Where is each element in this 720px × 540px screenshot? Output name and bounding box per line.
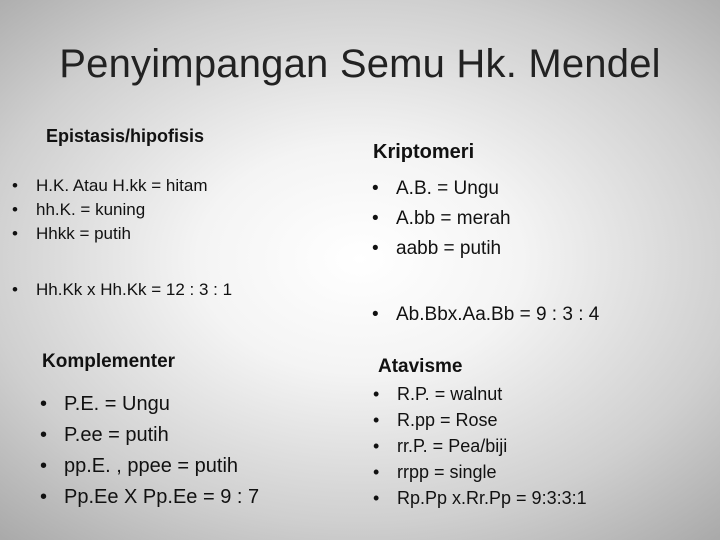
- list-item: • pp.E. , ppee = putih: [40, 451, 259, 482]
- ratio-item: • Hh.Kk x Hh.Kk = 12 : 3 : 1: [12, 278, 232, 302]
- list-item: • Hhkk = putih: [12, 222, 208, 246]
- list-item: • Pp.Ee X Pp.Ee = 9 : 7: [40, 482, 259, 513]
- list-item: • P.E. = Ungu: [40, 389, 259, 420]
- list-item: • aabb = putih: [372, 234, 511, 264]
- kriptomeri-ratio: [372, 300, 599, 330]
- list-item: • H.K. Atau H.kk = hitam: [12, 174, 208, 198]
- ratio-item: • Ab.Bbx.Aa.Bb = 9 : 3 : 4: [372, 300, 599, 330]
- epistasis-list: [12, 174, 208, 246]
- kriptomeri-heading: Kriptomeri: [373, 141, 475, 163]
- slide-title: Penyimpangan Semu Hk. Mendel: [59, 42, 661, 86]
- list-item: • R.pp = Rose: [373, 407, 587, 433]
- epistasis-heading: Epistasis/hipofisis: [46, 126, 205, 146]
- list-item: • Rp.Pp x.Rr.Pp = 9:3:3:1: [373, 485, 587, 511]
- list-item: • R.P. = walnut: [373, 381, 587, 407]
- list-item: • A.B. = Ungu: [372, 174, 511, 204]
- list-item: • P.ee = putih: [40, 420, 259, 451]
- list-item: • rrpp = single: [373, 459, 587, 485]
- atavisme-heading: Atavisme: [378, 356, 463, 377]
- epistasis-ratio: [12, 278, 232, 302]
- komplementer-heading: Komplementer: [42, 351, 176, 372]
- kriptomeri-list: [372, 174, 511, 264]
- list-item: • rr.P. = Pea/biji: [373, 433, 587, 459]
- list-item: • A.bb = merah: [372, 204, 511, 234]
- komplementer-list: [40, 389, 259, 513]
- atavisme-list: [373, 381, 587, 511]
- list-item: • hh.K. = kuning: [12, 198, 208, 222]
